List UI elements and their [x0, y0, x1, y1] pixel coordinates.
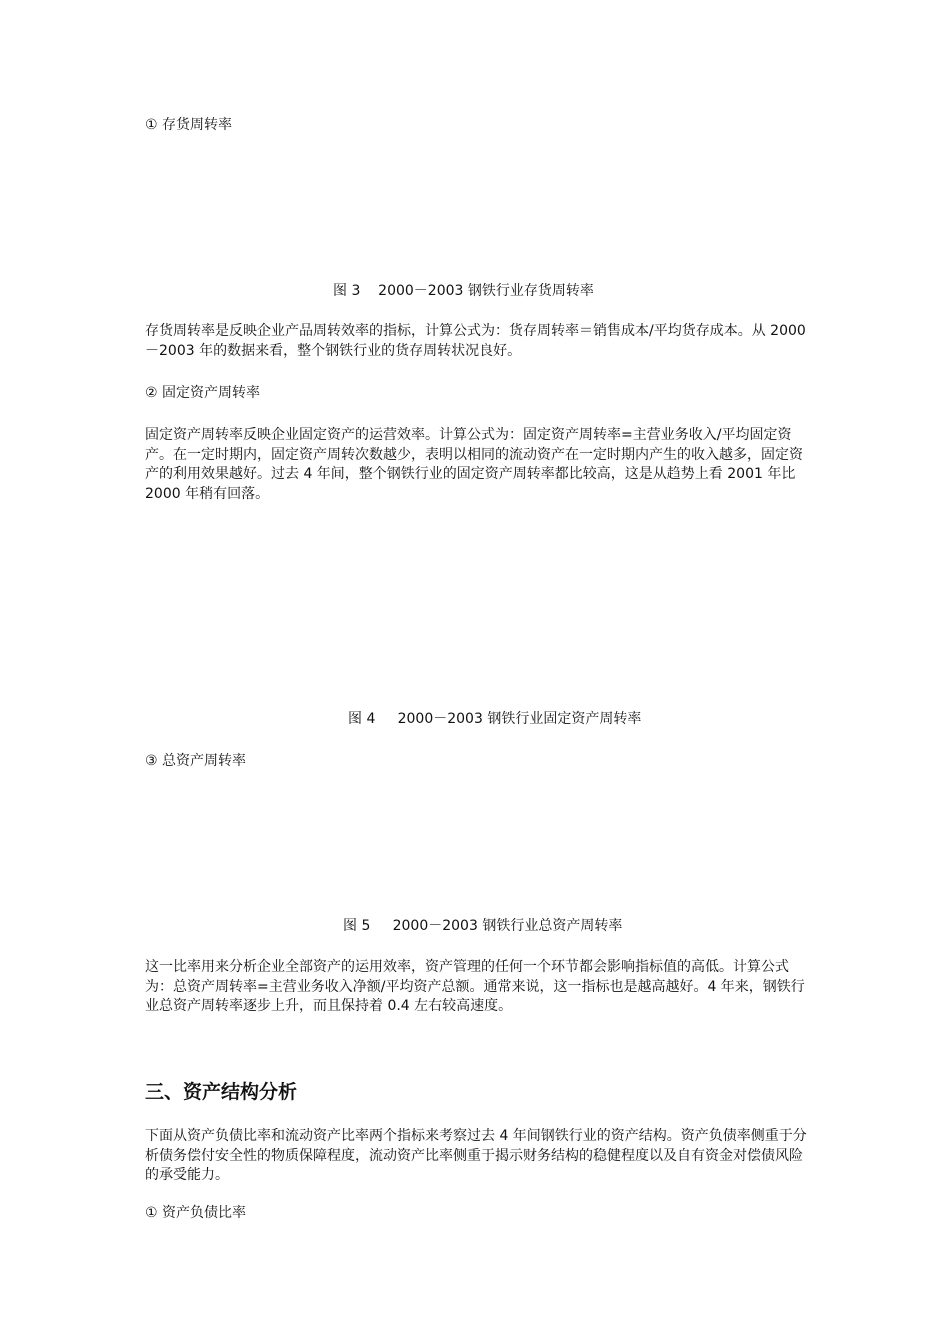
section-heading-asset-structure: 三、资产结构分析 — [145, 1081, 298, 1103]
figure-4-placeholder — [145, 510, 810, 700]
inventory-turnover-title: ① 存货周转率 — [145, 117, 233, 133]
total-asset-turnover-paragraph: 这一比率用来分析企业全部资产的运用效率，资产管理的任何一个环节都会影响指标值的高低。计算公式为：总资产周转率=主营业务收入净额/平均资产总额。通常来说，这一指标也是越高越好。4 年来，钢铁行业总资产周转率逐步上升，而且保持着 0.4 左右较高速度。 — [145, 959, 805, 1014]
figure-5-placeholder — [145, 775, 810, 910]
fixed-asset-turnover-title: ② 固定资产周转率 — [145, 385, 261, 401]
figure-5-caption: 图 5 2000－2003 钢铁行业总资产周转率 — [343, 918, 623, 934]
total-asset-turnover-title: ③ 总资产周转率 — [145, 753, 247, 769]
inventory-turnover-paragraph: 存货周转率是反映企业产品周转效率的指标，计算公式为：货存周转率＝销售成本/平均货存成本。从 2000－2003 年的数据来看，整个钢铁行业的货存周转状况良好。 — [145, 323, 806, 359]
figure-4-caption: 图 4 2000－2003 钢铁行业固定资产周转率 — [348, 711, 642, 727]
figure-3-placeholder — [145, 140, 810, 275]
asset-structure-intro-paragraph: 下面从资产负债比率和流动资产比率两个指标来考察过去 4 年间钢铁行业的资产结构。资产负债率侧重于分析债务偿付安全性的物质保障程度，流动资产比率侧重于揭示财务结构的稳健程度以及自有资金对偿债风险的承受能力。 — [145, 1128, 807, 1183]
figure-3-caption: 图 3 2000－2003 钢铁行业存货周转率 — [333, 283, 594, 299]
fixed-asset-turnover-paragraph: 固定资产周转率反映企业固定资产的运营效率。计算公式为：固定资产周转率=主营业务收入/平均固定资产。在一定时期内，固定资产周转次数越少，表明以相同的流动资产在一定时期内产生的收入越多，固定资产的利用效果越好。过去 4 年间，整个钢铁行业的固定资产周转率都比较高，这是从趋势上看 2001 年比 2000 年稍有回落。 — [145, 427, 803, 502]
debt-ratio-title: ① 资产负债比率 — [145, 1205, 247, 1221]
